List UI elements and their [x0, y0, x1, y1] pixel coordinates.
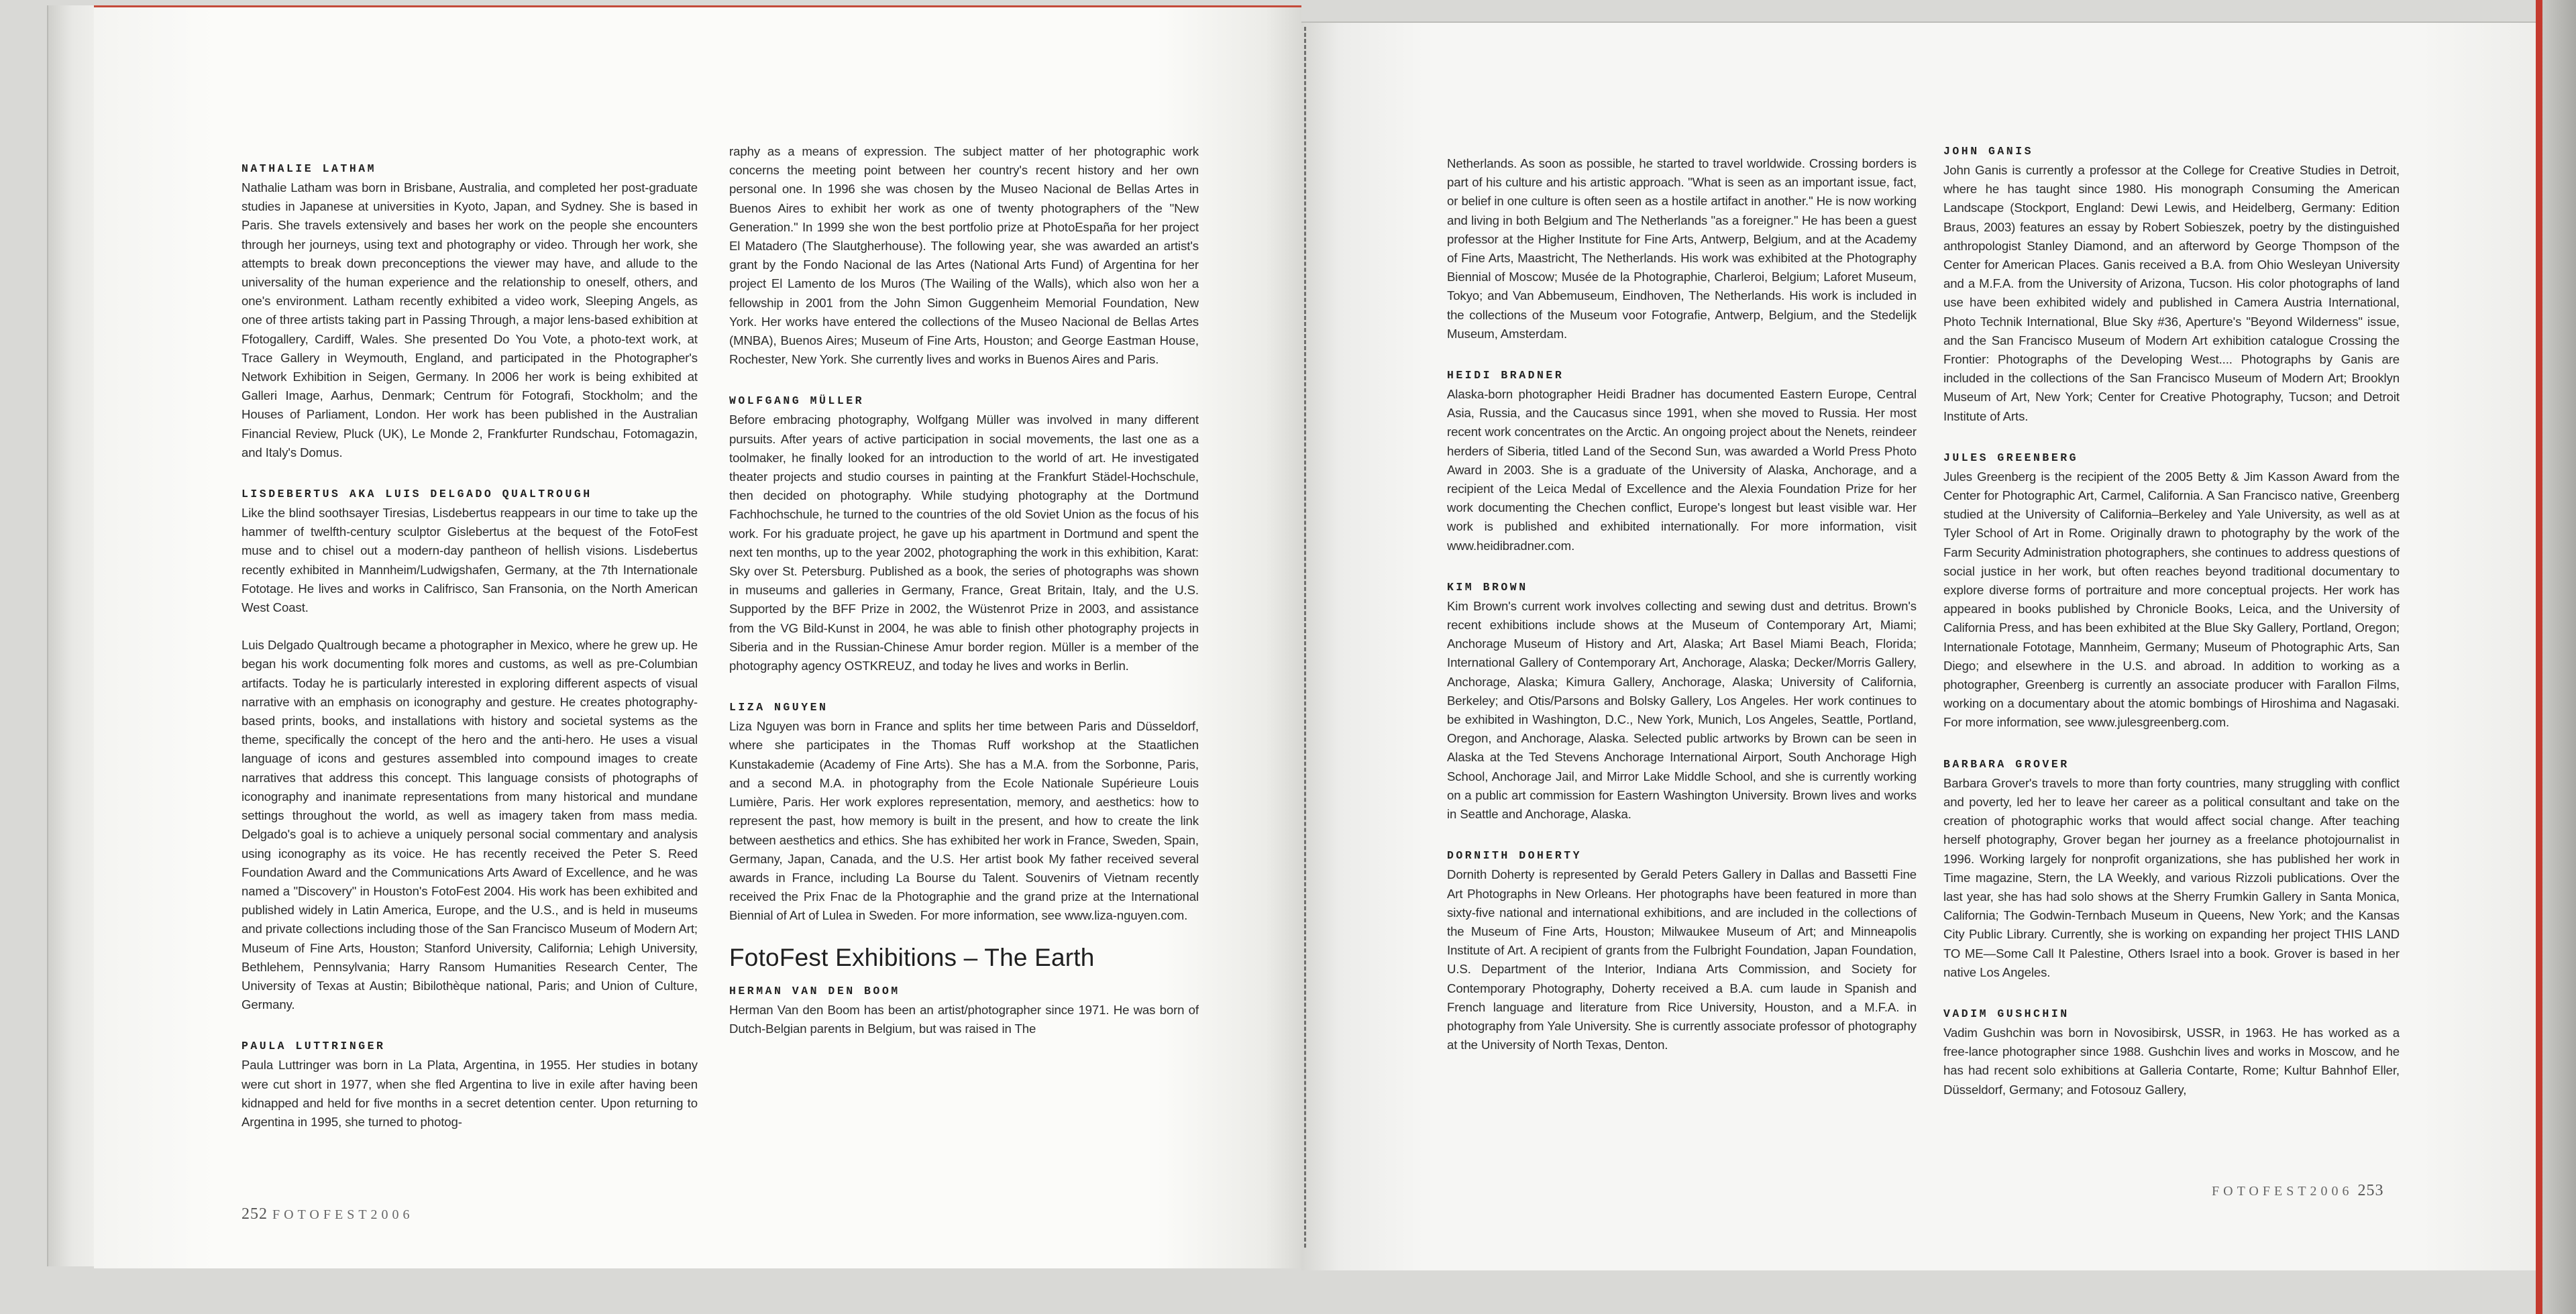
- bio-entry: [1447, 578, 1917, 824]
- red-edge-strip: [2536, 0, 2542, 1314]
- bio-heading: HERMAN VAN DEN BOOM: [729, 984, 900, 997]
- bio-entry: [1943, 755, 2400, 982]
- bio-heading: WOLFGANG MÜLLER: [729, 394, 865, 408]
- page-stack-right: [2542, 0, 2576, 1314]
- bio-paragraph: Liza Nguyen was born in France and splits her time between Paris and Düsseldorf, where she participates in the Thomas Ruff workshop at the Staatlichen Kunstakademie (Academy of Fine Arts). She has a M.A. from the Sorbonne, Paris, and a second M.A. in photography from the Ecole Nationale Supérieure Louis Lumière, Paris. Her work explores representation, memory, and aesthetics: how to represent the past, how memory is built in the present, and how to create the link between aesthetics and ethics. She has exhibited her work in France, Sweden, Spain, Germany, Japan, Canada, and the U.S. Her artist book My father received several awards in France, including La Bourse du Talent. Souvenirs of Vietnam recently received the Prix Fnac de la Photographie and the grand prize at the International Biennial of Art of Lulea in Sweden. For more information, see www.liza-nguyen.com.: [729, 719, 1199, 923]
- section-title: FotoFest Exhibitions – The Earth: [729, 943, 1095, 971]
- bio-entry: [729, 392, 1199, 675]
- bio-paragraph: Like the blind soothsayer Tiresias, Lisdebertus reappears in our time to take up the hammer of twelfth-century sculptor Gislebertus at the bequest of the FotoFest muse and to chisel out a modern-day pantheon of hellish visions. Lisdebertus recently exhibited in Mannheim/Ludwigshafen, Germany, at the 7th Internationale Fototage. He lives and works in Califrisco, San Fransonia, on the North American West Coast.: [241, 506, 698, 615]
- bio-entry: [1447, 366, 1917, 555]
- bio-entry: [1447, 846, 1917, 1054]
- right-page-number: 253: [2357, 1182, 2384, 1199]
- bio-paragraph: Jules Greenberg is the recipient of the 2005 Betty & Jim Kasson Award from the Center for Photographic Art, Carmel, California. A San Francisco native, Greenberg studied at the University of California–Berkeley and Yale University, as well as at Tyler School of Art in Rome. Originally drawn to photography by the work of the Farm Security Administration photographers, she continues to address questions of social justice in her work, but often reaches beyond traditional documentary to explore diverse forms of portraiture and more conceptual projects. Her work has appeared in books published by Chronicle Books, Leica, and the University of California Press, and has been exhibited at the Blue Sky Gallery, Portland, Oregon; Internationale Fototage, Mannheim, Germany; Museum of Photographic Arts, San Diego; and elsewhere in the U.S. and abroad. In addition to working as a photographer, Greenberg is currently an associate producer with Farallon Films, working on a documentary about the atomic bombings of Hiroshima and Nagasaki. For more information, see www.julesgreenberg.com.: [1943, 469, 2400, 730]
- left-folio-brand: FOTOFEST2006: [272, 1207, 414, 1222]
- bio-heading: LISDEBERTUS AKA LUIS DELGADO QUALTROUGH: [241, 488, 592, 501]
- left-page-column-2: [729, 142, 1199, 1061]
- bio-paragraph: Before embracing photography, Wolfgang Müller was involved in many different pursuits. After years of active participation in social movements, the last one as a toolmaker, he finally looked for an introduction to the world of art. He investigated theater projects and studio courses in painting at the Frankfurt Städel-Hochschule, then decided on photography. While studying photography at the Dortmund Fachhochschule, he turned to the countries of the old Soviet Union as the focus of his work. For his graduate project, he gave up his apartment in Dortmund and spent the next ten months, up to the year 2002, photographing the work in this exhibition, Karat: Sky over St. Petersburg. Published as a book, the series of photographs was shown in museums and galleries in Germany, France, Great Britain, Italy, and the U.S. Supported by the BFF Prize in 2002, the Wüstenrot Prize in 2003, and assistance from the VG Bild-Kunst in 2004, he was able to finish other photography projects in Siberia and in the Russian-Chinese Amur border region. Müller is a member of the photography agency OSTKREUZ, and today he lives and works in Berlin.: [729, 413, 1199, 673]
- bio-paragraph: John Ganis is currently a professor at the College for Creative Studies in Detroit, where he has taught since 1980. His monograph Consuming the American Landscape (Stockport, England: Dewi Lewis, and Heidelberg, Germany: Edition Braus, 2003) features an essay by Robert Sobieszek, poetry by the distinguished anthropologist Stanley Diamond, and an afterword by George Thompson of the Center for American Places. Ganis received a B.A. from Ohio Wesleyan University and a M.F.A. from the University of Arizona, Tucson. His color photographs of land use have been exhibited widely and published in Camera Austria International, Photo Technik International, Blue Sky #36, Aperture's "Beyond Wilderness" issue, and the San Francisco Museum of Modern Art exhibition catalogue Crossing the Frontier: Photographs of the Developing West.... Photographs by Ganis are included in the collections of the San Francisco Museum of Modern Art; Brooklyn Museum of Art, New York; Center for Creative Photography, Tucson; and Detroit Institute of Arts.: [1943, 163, 2400, 423]
- bio-paragraph: Paula Luttringer was born in La Plata, Argentina, in 1955. Her studies in botany were cut short in 1977, when she fled Argentina to live in exile after having been kidnapped and held for five months in a secret detention center. Upon returning to Argentina in 1995, she turned to photog-: [241, 1058, 698, 1129]
- bio-heading: HEIDI BRADNER: [1447, 369, 1564, 382]
- bio-entry: [1943, 449, 2400, 732]
- bio-heading: NATHALIE LATHAM: [241, 162, 377, 175]
- bio-paragraph: Nathalie Latham was born in Brisbane, Australia, and completed her post-graduate studies in Japanese at universities in Kyoto, Japan, and Sydney. She is based in Paris. She travels extensively and bases her work on the people she encounters through her journeys, using text and photography or video. Through her work, she attempts to break down preconceptions the viewer may have, and allude to the universality of the human experience and the relationship to oneself, others, and one's environment. Latham recently exhibited a video work, Sleeping Angels, as one of three artists taking part in Passing Through, a major lens-based exhibition at Ffotogallery, Cardiff, Wales. She presented Do You Vote, a photo-text work, at Trace Gallery in Weymouth, England, and participated in the Photographer's Network Exhibition in Seigen, Germany. In 2006 her work is being exhibited at Galleri Image, Aarhus, Denmark; Centrum för Fotografi, Stockholm; and the Houses of Parliament, London. Her work has been published in the Australian Financial Review, Pluck (UK), Le Monde 2, Frankfurter Rundschau, Fotomagazin, and Italy's Domus.: [241, 180, 698, 459]
- bio-paragraph: Barbara Grover's travels to more than forty countries, many struggling with conflict and poverty, led her to leave her career as a political consultant and take on the creation of photographic works that would affect social change. After teaching herself photography, Grover began her journey as a freelance photojournalist in 1996. Working largely for nonprofit organizations, she has published her work in Time magazine, Stern, the LA Weekly, and various Rizzoli publications. Over the last year, she has had solo shows at the Sherry Frumkin Gallery in Santa Monica, California; The Godwin-Ternbach Museum in Queens, New York; and the Kansas City Public Library. Currently, she is working on expanding her project THIS LAND TO ME—Some Call It Palestine, Others Israel into a book. Grover is based in her native Los Angeles.: [1943, 775, 2400, 979]
- bio-heading: VADIM GUSHCHIN: [1943, 1007, 2070, 1020]
- bio-paragraph: Dornith Doherty is represented by Gerald Peters Gallery in Dallas and Bassetti Fine Art Photographs in New Orleans. Her photographs have been featured in more than sixty-five national and international exhibitions, and are included in the collections of the Museum of Fine Arts, Houston; Milwaukee Museum of Art; and Minneapolis Institute of Art. A recipient of grants from the Fulbright Foundation, Japan Foundation, U.S. Department of the Interior, Indiana Arts Commission, and Society for Contemporary Photography, Doherty received a B.A. cum laude in Spanish and French language and literature from Rice University, Houston, and a M.F.A. in photography from Yale University. She is currently associate professor of photography at the University of North Texas, Denton.: [1447, 867, 1917, 1052]
- left-page-column-1: [241, 160, 698, 1154]
- bio-entry: [729, 142, 1199, 369]
- bio-paragraph: Vadim Gushchin was born in Novosibirsk, USSR, in 1963. He has worked as a free-lance photographer since 1988. Gushchin lives and works in Moscow, and he has had recent solo exhibitions at Galleria Contarte, Rome; Kultur Bahnhof Eller, Düsseldorf, Germany; and Fotosouz Gallery,: [1943, 1025, 2400, 1097]
- bio-entry: [241, 160, 698, 462]
- left-page-number: 252: [241, 1205, 268, 1223]
- bio-heading: PAULA LUTTRINGER: [241, 1040, 386, 1053]
- bio-paragraph: Luis Delgado Qualtrough became a photographer in Mexico, where he grew up. He began his work documenting folk mores and customs, as well as pre-Columbian artifacts. Today he is particularly interested in exploring different aspects of visual narrative with an emphasis on iconography and gesture. He creates photography-based prints, books, and installations with history and societal systems as the theme, specifically the concept of the hero and the anti-hero. He uses a visual language of icons and gestures assembled into compound images to create narratives that address this concept. This language consists of photographs of iconography and inanimate representations from many historical and mundane settings throughout the world, as well as imagery taken from mass media. Delgado's goal is to achieve a uniquely personal social commentary and analysis using iconography as its voice. He has recently received the Peter S. Reed Foundation Award and the Communications Arts Award of Excellence, and he was named a "Discovery" in Houston's FotoFest 2004. His work has been exhibited and published widely in Latin America, Europe, and the U.S., and is held in museums and private collections including those of the San Francisco Museum of Modern Art; Museum of Fine Arts, Houston; Stanford University, California; Lehigh University, Bethlehem, Pennsylvania; Harry Ransom Humanities Research Center, The University of Texas at Austin; Bibilothèque national, Paris; and Union of Culture, Germany.: [241, 638, 698, 1012]
- bio-heading: LIZA NGUYEN: [729, 701, 828, 714]
- bio-entry: [729, 698, 1199, 925]
- right-page-column-1: [1447, 154, 1917, 1077]
- bio-entry: [241, 1037, 698, 1132]
- bio-entry: [1447, 154, 1917, 343]
- bio-entry: [1943, 1005, 2400, 1099]
- bio-paragraph: Alaska-born photographer Heidi Bradner has documented Eastern Europe, Central Asia, Russia, and the Caucasus since 1991, when she moved to Russia. Her most recent work concentrates on the Arctic. An ongoing project about the Nenets, reindeer herders of Siberia, titled Land of the Second Sun, was awarded a World Press Photo Award in 2003. She is a graduate of the University of Alaska, Anchorage, and a recipient of the Leica Medal of Excellence and the Alexia Foundation Prize for her work documenting the Chechen conflict, Europe's longest but least visible war. Her work is published and exhibited internationally. For more information, visit www.heidibradner.com.: [1447, 387, 1917, 553]
- book-spine: [1304, 27, 1306, 1248]
- bio-entry: [729, 982, 1199, 1038]
- bio-paragraph: Herman Van den Boom has been an artist/photographer since 1971. He was born of Dutch-Belgian parents in Belgium, but was raised in The: [729, 1002, 1199, 1036]
- bio-paragraph: Kim Brown's current work involves collecting and sewing dust and detritus. Brown's recent exhibitions include shows at the Museum of Contemporary Art, Miami; Anchorage Museum of History and Art, Alaska; Art Basel Miami Beach, Florida; International Gallery of Contemporary Art, Anchorage, Alaska; Decker/Morris Gallery, Anchorage, Alaska; Kimura Gallery, Anchorage, Alaska; University of California, Berkeley; and Otis/Parsons and Bolsky Gallery, Los Angeles. Her work continues to be exhibited in Washington, D.C., New York, Munich, Los Angeles, Seattle, Portland, Oregon, and Anchorage, Alaska. Selected public artworks by Brown can be seen in Alaska at the Ted Stevens Anchorage International Airport, South Anchorage High School, Anchorage Jail, and Mirror Lake Middle School, and she is currently working on a public art commission for Eastern Washington University. Brown lives and works in Seattle and Anchorage, Alaska.: [1447, 598, 1917, 822]
- right-folio-brand: FOTOFEST2006: [2212, 1184, 2353, 1199]
- bio-entry: [1943, 142, 2400, 426]
- bio-heading: DORNITH DOHERTY: [1447, 849, 1582, 863]
- bio-heading: KIM BROWN: [1447, 580, 1528, 594]
- right-page-column-2: [1943, 142, 2400, 1122]
- bio-heading: BARBARA GROVER: [1943, 757, 2070, 771]
- bio-entry: [241, 485, 698, 1014]
- bio-paragraph: Netherlands. As soon as possible, he started to travel worldwide. Crossing borders is part of his culture and his artistic approach. "What is seen as an important issue, fact, or belief in one culture is often seen as a hostile artifact in another." He is now working and living in both Belgium and The Netherlands "as a foreigner." He has been a guest professor at the Higher Institute for Fine Arts, Antwerp, Belgium, and at the Academy of Fine Arts, Maastricht, The Netherlands. His work was exhibited at the Photography Biennial of Moscow; Musée de la Photographie, Charleroi, Belgium; Laforet Museum, Tokyo; and Van Abbemuseum, Eindhoven, The Netherlands. His work is included in the collections of the Museum voor Fotografie, Antwerp, Belgium, and the Stedelijk Museum, Amsterdam.: [1447, 156, 1917, 341]
- bio-heading: JULES GREENBERG: [1943, 451, 2079, 464]
- bio-heading: JOHN GANIS: [1943, 145, 2034, 158]
- left-folio: [241, 1205, 414, 1223]
- right-folio: [2212, 1182, 2384, 1200]
- bio-paragraph: raphy as a means of expression. The subject matter of her photographic work concerns the meeting point between her country's recent history and her own personal one. In 1996 she was chosen by the Museo Nacional de Bellas Artes in Buenos Aires to exhibit her work as one of twenty photographers of the "New Generation." In 1999 she won the best portfolio prize at PhotoEspaña for her project El Matadero (The Slautgherhouse). The following year, she was awarded an artist's grant by the Fondo Nacional de las Artes (National Arts Fund) of Argentina for her project El Lamento de los Muros (The Wailing of the Walls), which also won her a fellowship in 2001 from the John Simon Guggenheim Memorial Foundation, New York. Her works have entered the collections of the Museo Nacional de Bellas Artes (MNBA), Buenos Aires; Museum of Fine Arts, Houston; and George Eastman House, Rochester, New York. She currently lives and works in Buenos Aires and Paris.: [729, 144, 1199, 367]
